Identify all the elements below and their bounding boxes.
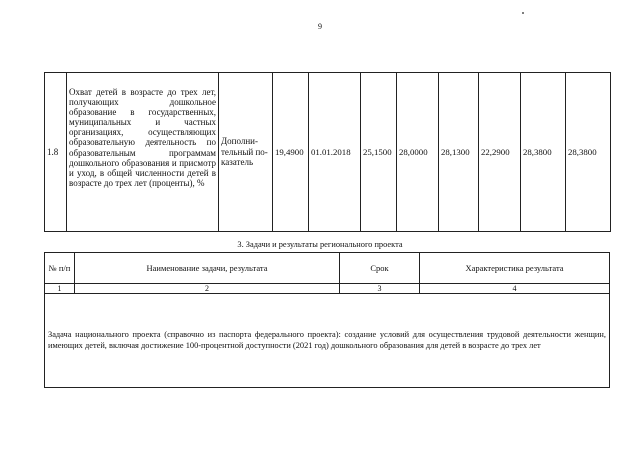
scan-speck: [522, 12, 524, 14]
column-numbers-row: [45, 284, 610, 294]
indicator-value: 28,3800: [566, 73, 611, 232]
header-name: Наименование задачи, результата: [75, 253, 340, 284]
indicator-value: 22,2900: [479, 73, 521, 232]
indicator-description: Охват детей в возрасте до трех лет, получающих дошкольное образование в государственных, муниципальных и частных организациях, осуществляющих образовательную деятельность по образовательным программам дошкольного образования и присмотр и уход, в общей численности детей в возрасте до трех лет (проценты), %: [67, 73, 219, 232]
column-number: 1: [45, 284, 75, 294]
column-number: 3: [340, 284, 420, 294]
indicator-number: 1.8: [45, 73, 67, 232]
indicator-value: 25,1500: [361, 73, 397, 232]
indicator-value: 28,0000: [397, 73, 439, 232]
indicator-row: [45, 73, 611, 232]
column-number: 4: [420, 284, 610, 294]
column-number: 2: [75, 284, 340, 294]
task-text: Задача национального проекта (справочно из паспорта федерального проекта): создание условий для осуществления трудовой деятельности женщин, имеющих детей, включая достижение 100-процентной доступности (2021 год) дошкольного образования для детей в возрасте до трех лет: [45, 294, 610, 388]
indicator-base-value: 19,4900: [273, 73, 309, 232]
section-heading: 3. Задачи и результаты регионального проекта: [237, 240, 403, 249]
header-deadline: Срок: [340, 253, 420, 284]
header-num: № п/п: [45, 253, 75, 284]
header-characteristic: Характеристика результата: [420, 253, 610, 284]
page-number: 9: [318, 22, 322, 31]
indicator-base-date: 01.01.2018: [309, 73, 361, 232]
task-row: [45, 294, 610, 388]
tasks-table: [44, 252, 610, 388]
tasks-header-row: [45, 253, 610, 284]
indicators-table: [44, 72, 611, 232]
indicator-value: 28,3800: [521, 73, 566, 232]
indicator-value: 28,1300: [439, 73, 479, 232]
indicator-type: Дополни-тельный по-казатель: [219, 73, 273, 232]
